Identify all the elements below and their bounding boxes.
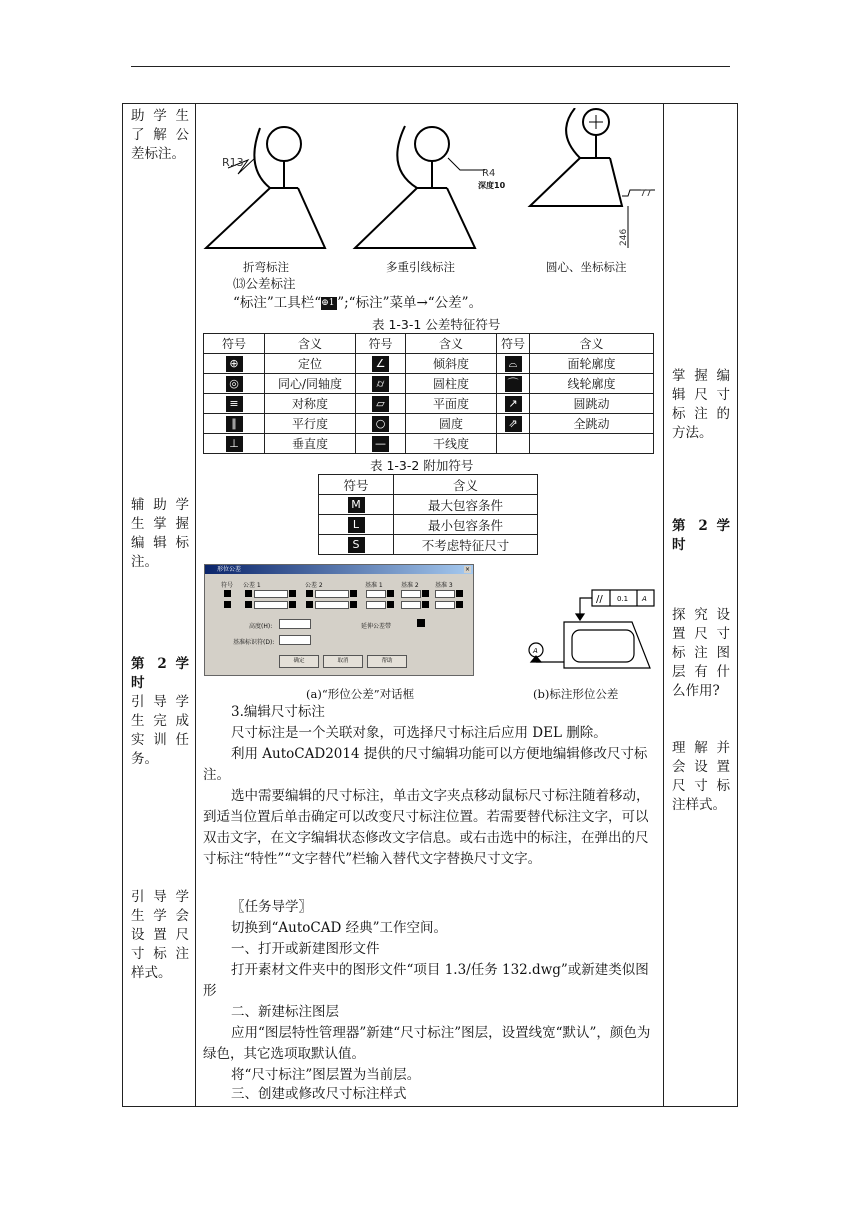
table1-cell: 干线度	[406, 434, 497, 454]
dialog-projected-slot[interactable]	[417, 619, 425, 627]
dialog-slot[interactable]	[306, 590, 313, 597]
dialog-datum-field[interactable]	[279, 635, 311, 645]
dialog-slot[interactable]	[289, 601, 296, 608]
geometric-tolerance-dialog	[204, 564, 474, 676]
left-block-1	[131, 107, 189, 164]
table1-cell: 全跳动	[530, 414, 654, 434]
dialog-datum-label: 基准标识符(D):	[233, 639, 275, 646]
table1-empty-cell	[530, 434, 654, 454]
table1-cell: 同心/同轴度	[265, 374, 356, 394]
dialog-field[interactable]	[435, 601, 455, 609]
left-line: 设 置 尺	[131, 927, 189, 943]
fig1-caption: 折弯标注	[243, 260, 289, 274]
dialog-field[interactable]	[254, 590, 288, 598]
left-block-3	[131, 655, 189, 769]
table1-header: 符号	[356, 334, 406, 354]
symmetry-symbol-icon: ≡	[204, 394, 265, 414]
task-step-7: 三、创建或修改尺寸标注样式	[231, 1086, 407, 1102]
column-divider-right	[663, 103, 664, 1107]
table2-cell: 最小包容条件	[394, 515, 538, 535]
right-line: 么作用?	[672, 683, 720, 699]
left-line: 样式。	[131, 965, 172, 981]
dialog-label: 基准 1	[365, 582, 383, 589]
task-step-1: 切换到“AutoCAD 经典”工作空间。	[231, 920, 447, 936]
table1-cell: 面轮廓度	[530, 354, 654, 374]
left-line: 寸 标 注	[131, 946, 189, 962]
dialog-slot[interactable]	[456, 590, 463, 597]
angularity-symbol-icon: ∠	[356, 354, 406, 374]
right-block-3	[672, 606, 730, 701]
right-line: 注样式。	[672, 797, 726, 813]
datum-circle-label: A	[533, 647, 538, 655]
table1-header: 含义	[406, 334, 497, 354]
table1-cell: 定位	[265, 354, 356, 374]
table1-empty-cell	[497, 434, 530, 454]
dialog-slot[interactable]	[306, 601, 313, 608]
left-line: 实 训 任	[131, 732, 189, 748]
perpendicularity-symbol-icon: ⊥	[204, 434, 265, 454]
table1-header: 符号	[204, 334, 265, 354]
right-session-title	[672, 517, 730, 555]
section-3-paragraph-3: 选中需要编辑的尺寸标注，单击文字夹点移动鼠标尺寸标注随着移动，到适当位置后单击确定可以改变尺寸标注位置。若需要替代标注文字，可以双击文字，在文字编辑状态修改文字信息。或右击选中的标注，在弹出的尺寸标注“特性”“文字替代”栏输入替代文字替换尺寸文字。	[203, 788, 650, 867]
table2-caption: 表 1-3-2 附加符号	[370, 458, 474, 473]
right-block-1	[672, 367, 730, 443]
dialog-slot[interactable]	[245, 601, 252, 608]
dialog-slot[interactable]	[387, 590, 394, 597]
fig3-caption: 圆心、坐标标注	[546, 260, 627, 274]
left-block-4	[131, 888, 189, 983]
flatness-symbol-icon: ▱	[356, 394, 406, 414]
fig2-depth-label: 深度10	[478, 181, 506, 190]
right-line: 掌 握 编	[672, 368, 730, 384]
tolerance-line-suffix: ”;“标注”菜单→“公差”。	[337, 295, 483, 311]
task-step-5: 应用“图层特性管理器”新建“尺寸标注”图层，设置线宽“默认”，颜色为绿色，其它选项取默认值。	[203, 1025, 651, 1062]
fig2-radius-label: R4	[482, 168, 496, 179]
left-line: 引 导 学	[131, 694, 189, 710]
table1-caption: 表 1-3-1 公差特征符号	[372, 317, 501, 332]
dialog-field[interactable]	[315, 601, 349, 609]
dialog-field[interactable]	[254, 601, 288, 609]
dialog-height-label: 高度(H):	[249, 623, 273, 630]
dialog-label: 符号	[221, 582, 234, 589]
dialog-ok-button[interactable]: 确定	[279, 655, 319, 668]
dialog-symbol-slot[interactable]	[224, 590, 231, 597]
left-line: 引 导 学	[131, 889, 189, 905]
tolerance-symbol-table	[203, 333, 654, 454]
task-guide-heading: 〖任务导学〗	[231, 899, 312, 915]
dialog-slot[interactable]	[245, 590, 252, 597]
feature-control-frame-figure	[522, 586, 662, 684]
tolerance-heading: ⒀公差标注	[233, 276, 296, 291]
table2-header: 含义	[394, 475, 538, 495]
fcf-datum: A	[642, 595, 647, 603]
section-3-title: 3.编辑尺寸标注	[231, 704, 325, 720]
task-step-6: 将“尺寸标注”图层置为当前层。	[231, 1067, 421, 1083]
cylindricity-symbol-icon: ⌭	[356, 374, 406, 394]
table1-header: 符号	[497, 334, 530, 354]
table1-cell: 对称度	[265, 394, 356, 414]
right-line: 标 注 图	[672, 645, 730, 661]
right-session-text: 第 2 学时	[672, 518, 730, 553]
right-line: 探 究 设	[672, 607, 730, 623]
concentricity-symbol-icon: ◎	[204, 374, 265, 394]
mmc-symbol-icon: M	[319, 495, 394, 515]
left-line: 差标注。	[131, 146, 185, 162]
table1-cell: 线轮廓度	[530, 374, 654, 394]
circular-runout-symbol-icon: ↗	[497, 394, 530, 414]
tolerance-tool-icon: ⊕1	[321, 297, 337, 310]
left-line: 生 完 成	[131, 713, 189, 729]
task-step-3: 打开素材文件夹中的图形文件“项目 1.3/任务 132.dwg”或新建类似图形	[203, 962, 649, 999]
tolerance-line	[233, 293, 663, 314]
lmc-symbol-icon: L	[319, 515, 394, 535]
section-3-paragraph-1: 尺寸标注是一个关联对象，可选择尺寸标注后应用 DEL 删除。	[231, 725, 607, 741]
parallelism-symbol-icon: ∥	[204, 414, 265, 434]
left-line: 编 辑 标	[131, 535, 189, 551]
rfs-symbol-icon: S	[319, 535, 394, 555]
table1-cell: 平行度	[265, 414, 356, 434]
dialog-slot[interactable]	[289, 590, 296, 597]
dialog-field[interactable]	[366, 601, 386, 609]
fig2-caption: 多重引线标注	[386, 260, 455, 274]
fig3-x-label: 77	[640, 189, 652, 199]
right-line: 标 注 的	[672, 406, 730, 422]
left-line: 了 解 公	[131, 127, 189, 143]
left-line: 务。	[131, 751, 158, 767]
right-line: 方法。	[672, 425, 713, 441]
left-line: 辅 助 学	[131, 497, 189, 513]
parallelism-frame-icon: //	[596, 594, 603, 605]
table1-header: 含义	[530, 334, 654, 354]
fig3-y-label: 246	[619, 228, 629, 246]
dialog-field[interactable]	[366, 590, 386, 598]
right-block-4	[672, 739, 730, 815]
fcf-caption: (b)标注形位公差	[533, 687, 619, 701]
table2-header: 符号	[319, 475, 394, 495]
dialog-symbol-slot[interactable]	[224, 601, 231, 608]
dimension-examples-figure	[200, 108, 660, 280]
task-step-4: 二、新建标注图层	[231, 1004, 339, 1020]
dialog-slot[interactable]	[350, 590, 357, 597]
dialog-slot[interactable]	[456, 601, 463, 608]
table1-cell: 圆度	[406, 414, 497, 434]
left-line: 注。	[131, 554, 158, 570]
circularity-symbol-icon: ○	[356, 414, 406, 434]
table1-header: 含义	[265, 334, 356, 354]
dialog-height-field[interactable]	[279, 619, 311, 629]
left-line: 生 学 会	[131, 908, 189, 924]
straightness-symbol-icon: —	[356, 434, 406, 454]
table2-cell: 最大包容条件	[394, 495, 538, 515]
table1-cell: 平面度	[406, 394, 497, 414]
dialog-slot[interactable]	[422, 590, 429, 597]
position-symbol-icon: ⊕	[204, 354, 265, 374]
header-rule	[131, 66, 730, 67]
task-step-2: 一、打开或新建图形文件	[231, 941, 380, 957]
fig1-radius-label: R13	[222, 156, 244, 169]
line-profile-symbol-icon: ⌒	[497, 374, 530, 394]
dialog-label: 公差 2	[305, 582, 323, 589]
right-line: 置 尺 寸	[672, 626, 730, 642]
table1-cell: 圆柱度	[406, 374, 497, 394]
table2-cell: 不考虑特征尺寸	[394, 535, 538, 555]
left-line: 生 掌 握	[131, 516, 189, 532]
dialog-slot[interactable]	[422, 601, 429, 608]
dialog-field[interactable]	[315, 590, 349, 598]
left-line: 助 学 生	[131, 108, 189, 124]
dialog-title: 形位公差	[217, 566, 242, 573]
dialog-slot[interactable]	[387, 601, 394, 608]
table1-cell: 倾斜度	[406, 354, 497, 374]
right-line: 辑 尺 寸	[672, 387, 730, 403]
tolerance-line-prefix: “标注”工具栏“	[233, 295, 322, 311]
dialog-caption: (a)“形位公差”对话框	[306, 687, 415, 701]
dialog-cancel-button[interactable]: 取消	[323, 655, 363, 668]
column-divider-left	[195, 103, 196, 1107]
total-runout-symbol-icon: ⇗	[497, 414, 530, 434]
section-3-paragraph-2: 利用 AutoCAD2014 提供的尺寸编辑功能可以方便地编辑修改尺寸标注。	[203, 746, 648, 783]
dialog-slot[interactable]	[350, 601, 357, 608]
dialog-label: 基准 2	[401, 582, 419, 589]
right-line: 层 有 什	[672, 664, 730, 680]
dialog-field[interactable]	[401, 590, 421, 598]
right-line: 会 设 置	[672, 759, 730, 775]
dialog-field[interactable]	[401, 601, 421, 609]
dialog-titlebar	[205, 565, 473, 574]
surface-profile-symbol-icon: ⌓	[497, 354, 530, 374]
left-block-2	[131, 496, 189, 572]
right-line: 理 解 并	[672, 740, 730, 756]
dialog-label: 公差 1	[243, 582, 261, 589]
dialog-label: 基准 3	[435, 582, 453, 589]
table1-cell: 圆跳动	[530, 394, 654, 414]
right-line: 尺 寸 标	[672, 778, 730, 794]
fcf-value: 0.1	[617, 595, 629, 603]
table1-cell: 垂直度	[265, 434, 356, 454]
dialog-projected-label: 延伸公差带	[361, 623, 392, 630]
left-session-title: 第 2 学时	[131, 656, 189, 691]
dialog-help-button[interactable]: 帮助	[367, 655, 407, 668]
dialog-field[interactable]	[435, 590, 455, 598]
modifier-symbol-table	[318, 474, 538, 555]
dialog-close-icon[interactable]: ×	[464, 566, 471, 573]
